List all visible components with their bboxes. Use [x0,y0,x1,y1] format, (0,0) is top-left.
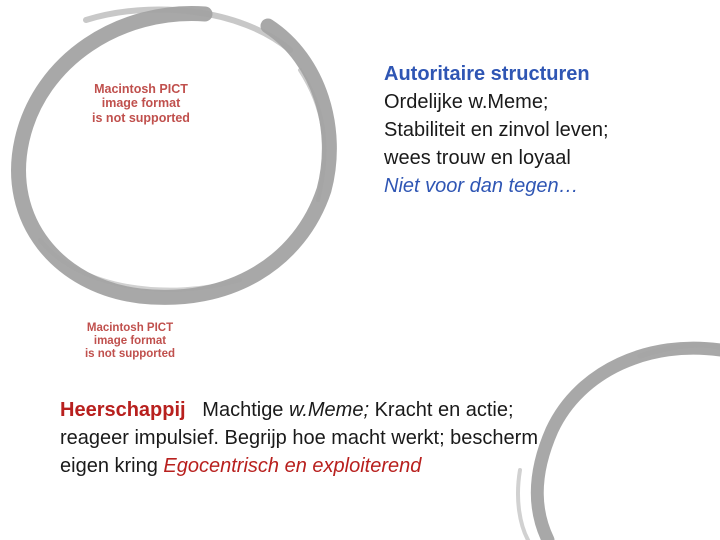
top-text-block [384,60,704,200]
placeholder-1-line1: Macintosh PICT [94,82,188,96]
bottom-line-1-text-a: Machtige [202,399,289,421]
placeholder-1-line2: image format [101,96,181,111]
bottom-line-3-text: eigen kring [60,455,164,477]
placeholder-1-line3: is not supported [92,110,190,125]
top-closing: Niet voor dan tegen… [384,175,579,197]
top-line-3: wees trouw en loyaal [384,147,571,169]
top-line-1: Ordelijke w.Meme; [384,91,549,113]
image-placeholder-2 [66,322,194,362]
top-heading: Autoritaire structuren [384,63,590,85]
bottom-line-1-text-c: Kracht en actie; [369,399,514,421]
placeholder-2-line1: Macintosh PICT [86,322,174,334]
placeholder-2-line2: image format [93,335,167,348]
image-placeholder-1 [72,82,210,125]
bottom-line-2: reageer impulsief. Begrijp hoe macht werkt; bescherm [60,427,538,449]
bottom-line-1-text-b: w.Meme; [289,399,370,421]
bottom-closing: Egocentrisch en exploiterend [163,455,422,477]
bottom-heading: Heerschappij [60,399,186,421]
top-line-2: Stabiliteit en zinvol leven; [384,119,609,141]
bottom-text-block [60,396,700,480]
bottom-line-3 [60,452,700,480]
placeholder-2-line3: is not supported [84,348,176,361]
bottom-line-1 [60,396,700,424]
